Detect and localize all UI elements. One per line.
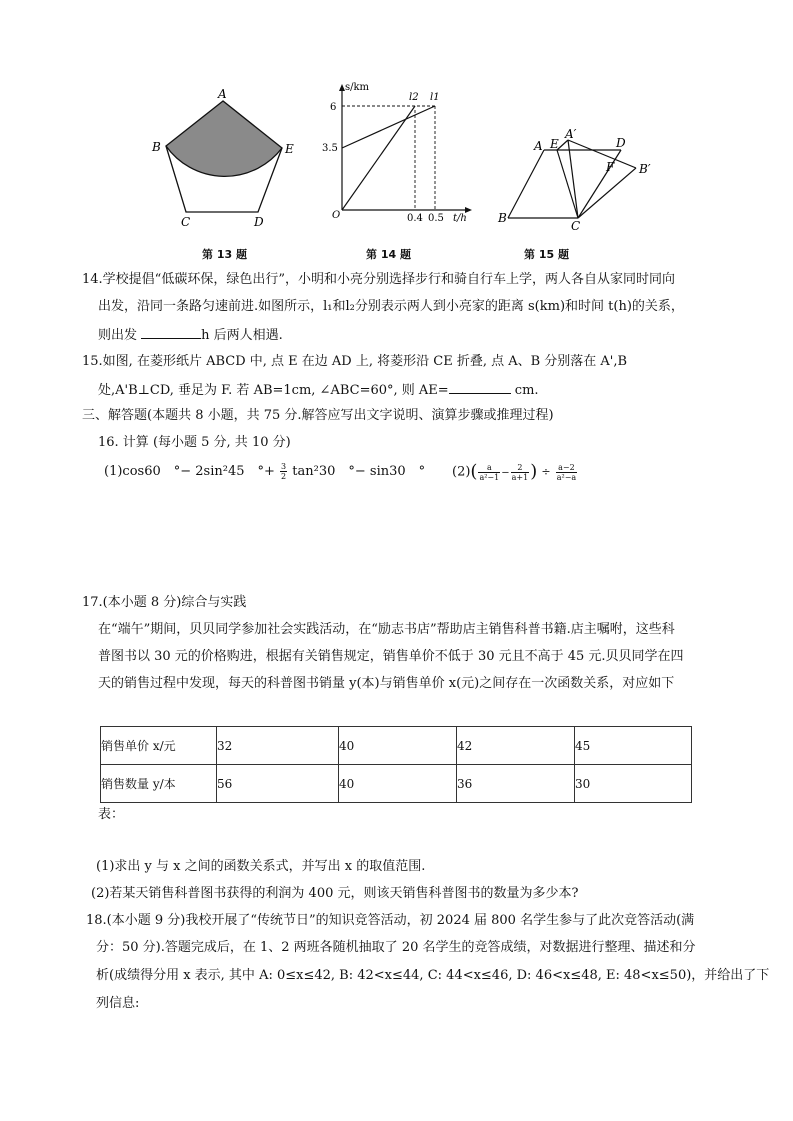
- table-cell: 36: [457, 765, 575, 803]
- q17-para-2: 普图书以 30 元的价格购进，根据有关销售规定，销售单价不低于 30 元且不高于 45 元.贝贝同学在四: [98, 649, 684, 664]
- fig14-line-l2: [342, 106, 415, 210]
- q16-p2-f3-den: a²−a: [556, 472, 577, 482]
- fig14-y-axis-label: s/km: [345, 82, 370, 93]
- q16-p1-b: tan²30 °− sin30 °: [292, 464, 426, 479]
- figure-13: [148, 88, 298, 233]
- q16-p1-fraction: [280, 462, 287, 481]
- table-row-header-quantity: 销售数量 y/本: [101, 765, 217, 803]
- q15-line-1: 15.如图, 在菱形纸片 ABCD 中, 点 E 在边 AD 上, 将菱形沿 CE 折叠, 点 A、B 分别落在 A',B: [82, 354, 628, 369]
- q16-p2-f1-den: a²−1: [479, 472, 500, 482]
- q14-line-2: 出发，沿同一条路匀速前进.如图所示，l₁和l₂分别表示两人到小亮家的距离 s(km)和时间 t(h)的关系，: [98, 299, 684, 314]
- table-cell: 40: [339, 765, 457, 803]
- q16-p2-minus: −: [501, 467, 510, 479]
- q16-p2-div: ÷: [541, 465, 551, 479]
- fig13-label-B: B: [152, 140, 161, 154]
- q16-p2-label: (2): [452, 464, 471, 480]
- fig13-label-D: D: [254, 215, 264, 229]
- fig13-shaded-sector: [166, 101, 282, 176]
- table-row: [101, 765, 692, 803]
- q14-line-3-pre: 则出发: [98, 328, 138, 343]
- fig14-xtick-0.4: 0.4: [407, 213, 423, 224]
- fig14-ytick-6: 6: [330, 102, 337, 113]
- fig13-label-C: C: [181, 215, 191, 229]
- q16-p2-f3-num: a−2: [556, 463, 577, 473]
- fig14-xtick-0.5: 0.5: [428, 213, 444, 224]
- q16-p2-f2-den: a+1: [511, 472, 529, 482]
- fig14-line-l1: [342, 106, 435, 148]
- fig14-caption: 第 14 题: [366, 248, 411, 261]
- q18-line-3: 析(成绩得分用 x 表示, 其中 A: 0≤x≤42, B: 42<x≤44, C: 44<x≤46, D: 46<x≤48, E: 48<x≤50)，并给出了下: [96, 968, 770, 983]
- fig14-label-l2: l2: [409, 92, 419, 103]
- q14-line-1: 14.学校提倡“低碳环保，绿色出行”，小明和小亮分别选择步行和骑自行车上学，两人各自从家同时同向: [82, 272, 675, 287]
- table-cell: 30: [575, 765, 692, 803]
- fig14-x-axis-label: t/h: [453, 213, 467, 224]
- q18-line-4: 列信息:: [96, 996, 140, 1011]
- q18-line-1: 18.(本小题 9 分)我校开展了“传统节日”的知识竞答活动，初 2024 届 800 名学生参与了此次竞答活动(满: [86, 913, 695, 928]
- q17-sales-table: [100, 726, 692, 803]
- q16-part-1: [104, 462, 425, 482]
- fig14-origin: O: [332, 210, 341, 221]
- q16-p1-frac-den: 2: [281, 472, 287, 481]
- q15-line-2: [98, 379, 539, 401]
- table-row: [101, 727, 692, 765]
- fig15-caption: 第 15 题: [524, 248, 569, 261]
- q15-answer-blank[interactable]: [449, 379, 511, 394]
- q16-p2-f1-num: a: [478, 463, 500, 473]
- q16-title: 16. 计算 (每小题 5 分, 共 10 分): [98, 435, 291, 450]
- table-cell: 32: [217, 727, 339, 765]
- fig15-label-A: A: [534, 139, 543, 153]
- fig14-ytick-3.5: 3.5: [322, 143, 338, 154]
- fig13-label-E: E: [285, 142, 294, 156]
- table-cell: 42: [457, 727, 575, 765]
- fig15-label-D: D: [616, 136, 626, 150]
- q17-para-1: 在“端午”期间，贝贝同学参加社会实践活动，在“励志书店”帮助店主销售科普书籍.店主嘱咐，这些科: [98, 622, 675, 637]
- q18-line-2: 分：50 分).答题完成后，在 1、2 两班各随机抽取了 20 名学生的竞答成绩，对数据进行整理、描述和分: [96, 940, 696, 955]
- fig13-label-A: A: [218, 88, 227, 101]
- section-3-heading: 三、解答题(本题共 8 小题，共 75 分.解答应写出文字说明、演算步骤或推理过程): [82, 408, 554, 423]
- table-row-header-price: 销售单价 x/元: [101, 727, 217, 765]
- table-cell: 40: [339, 727, 457, 765]
- q14-line-3: [98, 324, 283, 346]
- q17-sub-2: (2)若某天销售科普图书获得的利润为 400 元，则该天销售科普图书的数量为多少本?: [91, 886, 579, 901]
- q16-p2-frac-1: [478, 463, 500, 482]
- q16-p2-frac-2: [511, 463, 530, 482]
- q17-title: 17.(本小题 8 分)综合与实践: [82, 595, 247, 610]
- fig15-label-F: F: [606, 160, 615, 174]
- q16-p1-a: (1)cos60 °− 2sin²45 °+: [104, 464, 275, 479]
- fig15-label-A-prime: A′: [565, 127, 577, 141]
- figure-14: [318, 80, 478, 230]
- q17-sub-1: (1)求出 y 与 x 之间的函数关系式，并写出 x 的取值范围.: [96, 859, 426, 874]
- q16-p2-f2-num: 2: [511, 463, 530, 473]
- fig14-label-l1: l1: [430, 92, 440, 103]
- fig15-label-C: C: [571, 219, 581, 232]
- table-cell: 56: [217, 765, 339, 803]
- q15-line-2-post: cm.: [510, 383, 539, 398]
- fig15-label-B-prime: B′: [639, 162, 651, 176]
- q16-p1-frac-num: 3: [281, 462, 287, 471]
- q14-line-3-post: h 后两人相遇.: [201, 328, 283, 343]
- fig13-caption: 第 13 题: [202, 248, 247, 261]
- figure-15: [496, 120, 666, 232]
- q17-para-3: 天的销售过程中发现，每天的科普图书销量 y(本)与销售单价 x(元)之间存在一次函数关系，对应如下: [98, 676, 675, 691]
- fig15-label-B: B: [498, 211, 507, 225]
- q15-line-2-pre: 处,A'B⊥CD, 垂足为 F. 若 AB=1cm, ∠ABC=60°, 则 AE=: [98, 383, 449, 398]
- q14-answer-blank[interactable]: [141, 324, 201, 339]
- table-cell: 45: [575, 727, 692, 765]
- q16-p2-frac-3: [556, 463, 577, 482]
- fig15-label-E: E: [550, 137, 559, 151]
- q17-after-table: 表：: [98, 807, 125, 822]
- q16-part-2: (2)( $\frac{a}{\text{a²−1}}$ − $\frac{2}{a+1}$ ) ÷ $\frac{a-2}{\text{a²−a}}$: [452, 461, 577, 482]
